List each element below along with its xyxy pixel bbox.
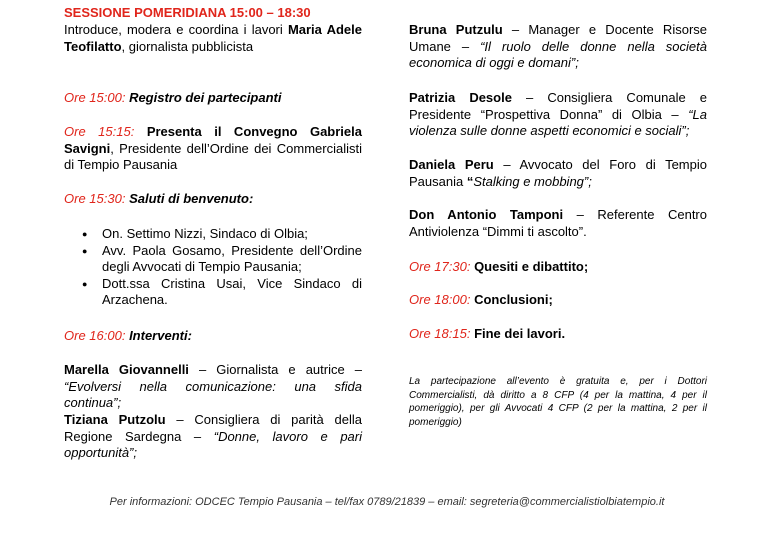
agenda-conclusioni: Ore 18:00: Conclusioni; — [409, 292, 553, 307]
speaker-peru: Daniela Peru – Avvocato del Foro di Tempio Pausania “Stalking e mobbing”; — [409, 157, 707, 189]
agenda-interventi: Ore 16:00: Interventi: — [64, 328, 192, 343]
session-title: SESSIONE POMERIDIANA 15:00 – 18:30 — [64, 5, 311, 20]
speaker-giovannelli: Marella Giovannelli – Giornalista e autrice – “Evolversi nella comunicazione: una sfida continua”; — [64, 362, 362, 410]
agenda-fine: Ore 18:15: Fine dei lavori. — [409, 326, 566, 341]
list-item: ● Avv. Paola Gosamo, Presidente dell’Ordine degli Avvocati di Tempio Pausania; — [64, 243, 362, 276]
participation-note: La partecipazione all’evento è gratuita e, per i Dottori Commercialisti, dà diritto a 8 CFP (4 per la mattina, 4 per il pomeriggio), per gli Avvocati 4 CFP (2 per la mattina, 2 per il pomeriggio) — [409, 376, 707, 428]
agenda-saluti: Ore 15:30: Saluti di benvenuto: — [64, 191, 254, 206]
agenda-presenta: Ore 15:15: Presenta il Convegno Gabriela Savigni, Presidente dell’Ordine dei Commercialisti di Tempio Pausania — [64, 124, 362, 172]
agenda-quesiti: Ore 17:30: Quesiti e dibattito; — [409, 259, 589, 274]
speaker-putzulu: Bruna Putzulu – Manager e Docente Risorse Umane – “Il ruolo delle donne nella società economica di oggi e domani”; — [409, 22, 707, 70]
agenda-registro: Ore 15:00: Registro dei partecipanti — [64, 90, 282, 105]
list-item: ● On. Settimo Nizzi, Sindaco di Olbia; — [64, 226, 362, 243]
intro-text: Introduce, modera e coordina i lavori Maria Adele Teofilatto, giornalista pubblicista — [64, 22, 362, 54]
speaker-desole: Patrizia Desole – Consigliera Comunale e Presidente “Prospettiva Donna” di Olbia – “La violenza sulle donne aspetti economici e sociali”; — [409, 90, 707, 138]
list-item: ● Dott.ssa Cristina Usai, Vice Sindaco di Arzachena. — [64, 276, 362, 309]
footer-info: Per informazioni: ODCEC Tempio Pausania – tel/fax 0789/21839 – email: segreteria@commercialistiolbiatempio.it — [109, 496, 665, 508]
speaker-tamponi: Don Antonio Tamponi – Referente Centro Antiviolenza “Dimmi ti ascolto”. — [409, 207, 707, 239]
speaker-putzolu: Tiziana Putzolu – Consigliera di parità della Regione Sardegna – “Donne, lavoro e pari opportunità”; — [64, 412, 362, 460]
saluti-list — [64, 226, 362, 309]
